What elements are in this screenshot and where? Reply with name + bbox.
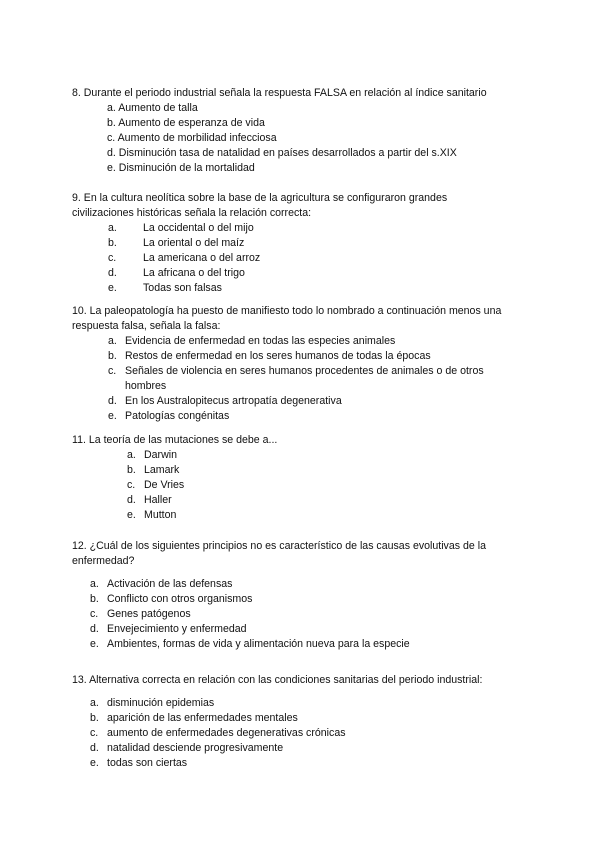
option-d: d. Disminución tasa de natalidad en países desarrollados a partir del s.XIX (107, 147, 457, 159)
option-c: c. La americana o del arroz (108, 252, 261, 264)
option-d: d. En los Australopitecus artropatía degenerativa (108, 395, 342, 407)
option-list (72, 221, 532, 296)
question-12 (72, 539, 532, 652)
option-a: a. disminución epidemias (90, 697, 215, 709)
option-a: a. La occidental o del mijo (108, 222, 254, 234)
question-text: 11. La teoría de las mutaciones se debe a... (72, 434, 278, 446)
option-list (72, 448, 532, 523)
option-c-continuation: hombres (125, 380, 167, 392)
option-e: e. Patologías congénitas (108, 410, 230, 422)
option-e: e. Disminución de la mortalidad (107, 162, 255, 174)
question-text: 9. En la cultura neolítica sobre la base de la agricultura se configuraron grandes civilizaciones históricas señala la relación correcta: (72, 192, 448, 219)
option-b: b. Conflicto con otros organismos (90, 593, 253, 605)
question-9 (72, 191, 532, 296)
option-b: b. aparición de las enfermedades mentales (90, 712, 298, 724)
option-b: b. Lamark (127, 464, 180, 476)
option-a: a. Darwin (127, 449, 177, 461)
option-c: c. Genes patógenos (90, 608, 191, 620)
option-b: b. La oriental o del maíz (108, 237, 245, 249)
option-e: e. todas son ciertas (90, 757, 188, 769)
question-8 (72, 86, 532, 176)
option-d: d. natalidad desciende progresivamente (90, 742, 284, 754)
option-e: e. Ambientes, formas de vida y alimentación nueva para la especie (90, 638, 410, 650)
option-c: c. De Vries (127, 479, 185, 491)
option-c: c. Señales de violencia en seres humanos procedentes de animales o de otros (108, 365, 484, 377)
option-d: d. Haller (127, 494, 172, 506)
option-b: b. Aumento de esperanza de vida (107, 117, 265, 129)
option-d: d. Envejecimiento y enfermedad (90, 623, 247, 635)
option-list (72, 696, 532, 771)
question-11 (72, 433, 532, 523)
option-e: e. Todas son falsas (108, 282, 222, 294)
question-10 (72, 304, 532, 424)
option-a: a. Activación de las defensas (90, 578, 233, 590)
question-text: 12. ¿Cuál de los siguientes principios no es característico de las causas evolutivas de la enfermedad? (72, 540, 486, 567)
option-a: a. Evidencia de enfermedad en todas las especies animales (108, 335, 396, 347)
question-text: 10. La paleopatología ha puesto de manifiesto todo lo nombrado a continuación menos una respuesta falsa, señala la falsa: (72, 305, 502, 332)
option-list (72, 101, 532, 176)
question-text: 8. Durante el periodo industrial señala la respuesta FALSA en relación al índice sanitario (72, 87, 487, 99)
option-c: c. aumento de enfermedades degenerativas crónicas (90, 727, 346, 739)
option-list (72, 334, 532, 424)
question-text: 13. Alternativa correcta en relación con las condiciones sanitarias del periodo industrial: (72, 674, 483, 686)
option-list (72, 577, 532, 652)
option-a: a. Aumento de talla (107, 102, 198, 114)
option-d: d. La africana o del trigo (108, 267, 245, 279)
option-c: c. Aumento de morbilidad infecciosa (107, 132, 277, 144)
option-b: b. Restos de enfermedad en los seres humanos de todas la épocas (108, 350, 431, 362)
option-e: e. Mutton (127, 509, 177, 521)
question-13 (72, 673, 532, 771)
